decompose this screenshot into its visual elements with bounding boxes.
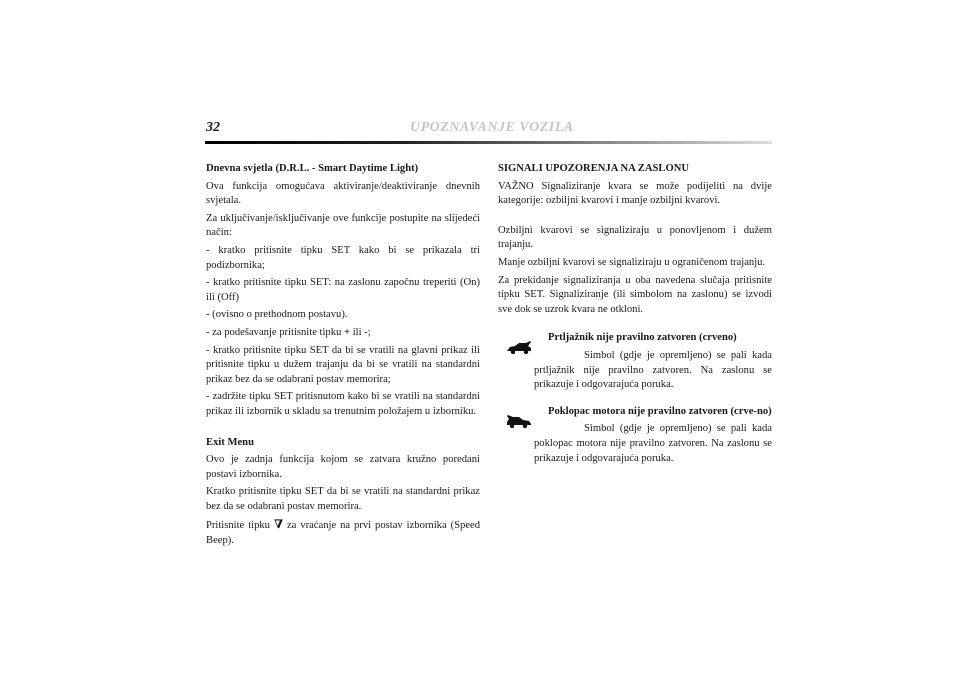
header-rule <box>205 141 772 144</box>
drl-step: - zadržite tipku SET pritisnutom kako bi se vratili na standardni prikaz ili izbornik u skladu sa trenutnim položajem u izborniku. <box>206 391 480 417</box>
warning-text: Simbol (gdje je opremljeno) se pali kada prtljažnik nije pravilno zatvoren. Na zaslonu se prikazuje i odgovarajuća poruka. <box>534 349 772 391</box>
drl-step: - kratko pritisnite tipku SET: na zaslonu započnu treperiti (On) ili (Off) <box>206 277 480 303</box>
exit-paragraph: Ovo je zadnja funkcija kojom se zatvara kružno poredani postavi izbornika. <box>206 454 480 480</box>
left-column <box>206 162 480 552</box>
warning-title: Prtljažnik nije pravilno zatvoren (crveno) <box>548 332 737 344</box>
drl-step: - kratko pritisnite tipku SET da bi se vratili na glavni prikaz ili pritisnite tipku u dužem trajanju da bi se vratili na standardni prikaz bez da se odabrani postav memorira; <box>206 344 480 385</box>
exit-heading: Exit Menu <box>206 436 254 448</box>
warning-text: Simbol (gdje je opremljeno) se pali kada poklopac motora nije pravilno zatvoren. Na zaslonu se prikazuje i odgovarajuća poruka. <box>534 423 772 464</box>
drl-step: - (ovisno o prethodnom postavu). <box>206 309 348 321</box>
drl-paragraph: Ova funkcija omogućava aktiviranje/deaktiviranje dnevnih svjetala. <box>206 180 480 207</box>
drl-step: - kratko pritisnite tipku SET kako bi se prikazala tri podizbornika; <box>206 244 480 271</box>
spacer <box>498 212 772 224</box>
page-title: UPOZNAVANJE VOZILA <box>410 120 574 135</box>
exit-paragraph: Kratko pritisnite tipku SET da bi se vratili na standardni prikaz bez da se odabrani postav memorira. <box>206 486 480 512</box>
minor-faults: Manje ozbiljni kvarovi se signaliziraju u ograničenom trajanju. <box>498 256 766 268</box>
signals-heading: SIGNALI UPOZORENJA NA ZASLONU <box>498 163 690 174</box>
warning-title: Poklopac motora nije pravilno zatvoren (crve-no) <box>548 405 772 417</box>
serious-faults: Ozbiljni kvarovi se signaliziraju u ponovljenom i dužem trajanju. <box>498 224 772 251</box>
down-arrow-symbol: ∇ <box>273 517 283 532</box>
exit-text: za vraćanje na prvi postav izbornika (Speed Beep). <box>206 520 481 547</box>
interrupt-note: Za prekidanje signaliziranja u oba navedena slučaja pritisnite tipku SET. Signaliziranje (ili simbolom na zaslonu) se izvodi sve dok se uzrok kvara ne otkloni. <box>498 274 772 315</box>
warning-trunk <box>498 331 772 392</box>
drl-paragraph: Za uključivanje/isključivanje ove funkcije postupite na slijedeći način: <box>206 212 480 239</box>
trunk-open-icon <box>506 339 532 355</box>
bonnet-open-icon <box>506 413 532 429</box>
drl-step-text: ili -; <box>352 326 371 338</box>
exit-text: Pritisnite tipku <box>206 520 270 532</box>
right-column <box>498 162 772 469</box>
drl-heading: Dnevna svjetla (D.R.L. - Smart Daytime Light) <box>206 163 419 174</box>
plus-symbol: + <box>343 326 351 338</box>
spacer <box>206 423 480 436</box>
page-number: 32 <box>206 120 220 135</box>
exit-paragraph <box>206 517 480 548</box>
drl-step-text: - za podešavanje pritisnite tipku <box>206 326 342 338</box>
warning-bonnet <box>498 405 772 466</box>
important-note: VAŽNO Signaliziranje kvara se može podijeliti na dvije kategorije: ozbiljni kvarovi i manje ozbiljni kvarovi. <box>498 180 772 207</box>
drl-step <box>206 326 480 341</box>
